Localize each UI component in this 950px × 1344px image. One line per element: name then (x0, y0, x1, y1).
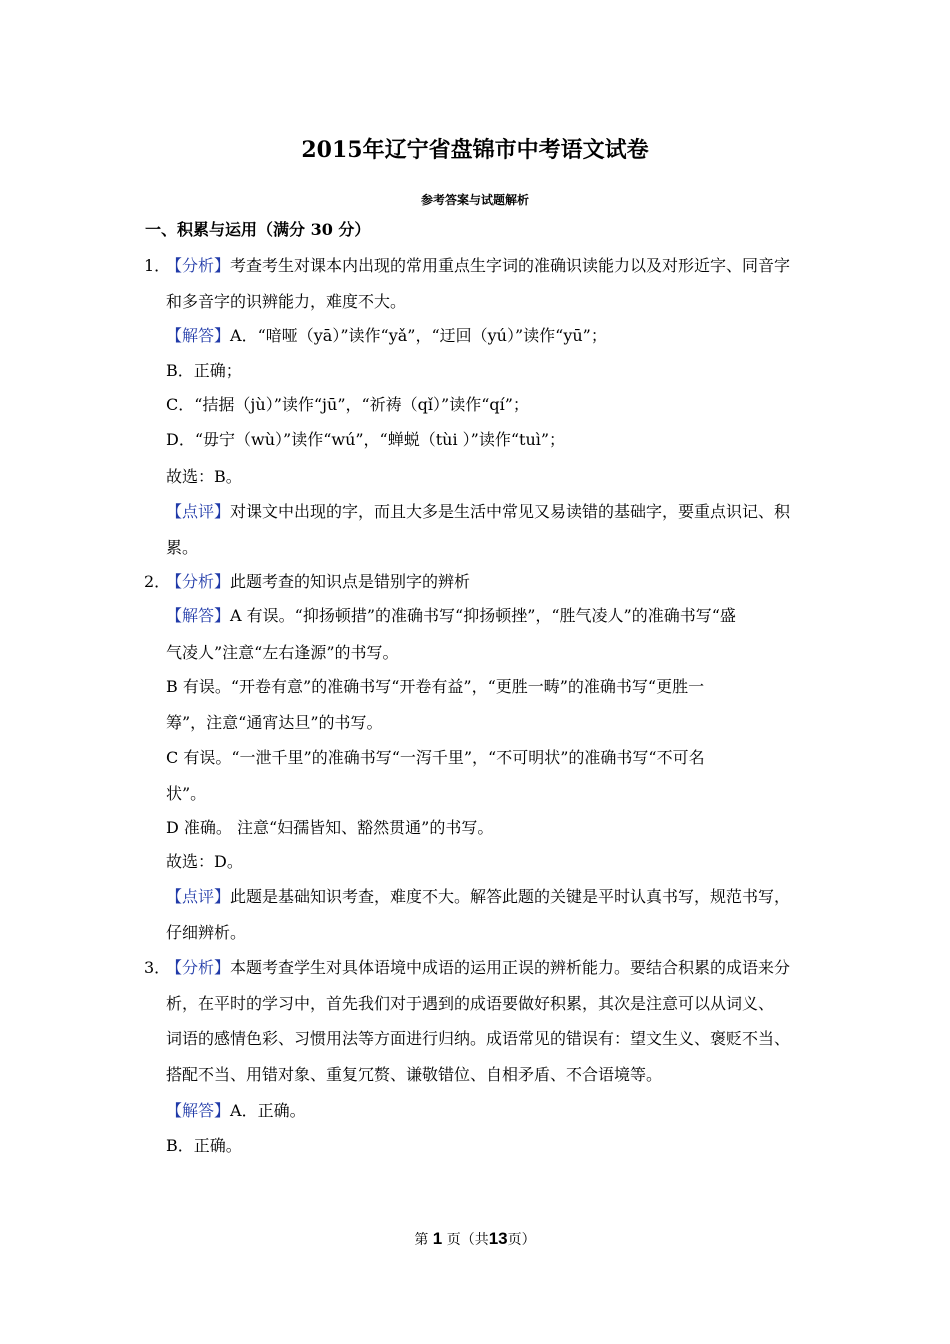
q1-comment-line-2: 累。 (166, 538, 199, 557)
question-number-3: 3． (144, 958, 171, 977)
page-subtitle: 参考答案与试题解析 (420, 193, 529, 207)
q1-analysis-line-1: 【分析】考查考生对课本内出现的常用重点生字词的准确识读能力以及对形近字、同音字 (166, 256, 791, 275)
question-number-1: 1． (144, 256, 171, 275)
q3-analysis-line-3: 词语的感情色彩、习惯用法等方面进行归纳。成语常见的错误有：望文生义、褒贬不当、 (166, 1029, 791, 1048)
page-title: 2015年辽宁省盘锦市中考语文试卷 (301, 137, 649, 163)
current-page-number: 1 (432, 1229, 443, 1248)
comment-tag: 【点评】 (166, 887, 231, 906)
page-footer: 第 1 页（共13页） (414, 1229, 536, 1248)
q2-answer-c-line-2: 状”。 (166, 784, 207, 803)
q2-choice: 故选：D。 (166, 852, 243, 871)
q2-answer-c-line-1: C 有误。“一泄千里”的准确书写“一泻千里”，“不可明状”的准确书写“不可名 (166, 748, 705, 767)
q1-choice: 故选：B。 (166, 467, 242, 486)
total-page-count: 13 (488, 1229, 508, 1248)
answer-tag: 【解答】 (166, 326, 231, 345)
section-heading: 一、积累与运用（满分 30 分） (145, 220, 371, 239)
q3-answer-a: 【解答】A．正确。 (166, 1101, 306, 1120)
q1-answer-c: C．“拮据（jù）”读作“jū”，“祈祷（qǐ）”读作“qí”； (166, 395, 529, 414)
q1-analysis-line-2: 和多音字的识辨能力，难度不大。 (166, 292, 407, 311)
q1-answer-a: 【解答】A．“喑哑（yā）”读作“yǎ”，“迂回（yú）”读作“yū”； (166, 326, 607, 345)
q2-comment-line-2: 仔细辨析。 (166, 923, 247, 942)
q3-analysis-line-4: 搭配不当、用错对象、重复冗赘、谦敬错位、自相矛盾、不合语境等。 (166, 1065, 663, 1084)
q3-analysis-line-1: 【分析】本题考查学生对具体语境中成语的运用正误的辨析能力。要结合积累的成语来分 (166, 958, 791, 977)
q3-answer-b: B．正确。 (166, 1136, 242, 1155)
q1-answer-b: B．正确； (166, 361, 242, 380)
analysis-tag: 【分析】 (166, 256, 231, 275)
q2-comment-line-1: 【点评】此题是基础知识考查，难度不大。解答此题的关键是平时认真书写，规范书写， (166, 887, 791, 906)
q3-analysis-line-2: 析，在平时的学习中，首先我们对于遇到的成语要做好积累，其次是注意可以从词义、 (166, 994, 775, 1013)
q2-answer-b-line-2: 筹”，注意“通宵达旦”的书写。 (166, 713, 383, 732)
question-number-2: 2． (144, 572, 171, 591)
q2-analysis: 【分析】此题考查的知识点是错别字的辨析 (166, 572, 471, 591)
q2-answer-a-line-1: 【解答】A 有误。“抑扬顿措”的准确书写“抑扬顿挫”，“胜气凌人”的准确书写“盛 (166, 606, 736, 625)
q1-comment-line-1: 【点评】对课文中出现的字，而且大多是生活中常见又易读错的基础字，要重点识记、积 (166, 502, 791, 521)
q2-answer-d: D 准确。 注意“妇孺皆知、豁然贯通”的书写。 (166, 818, 494, 837)
q2-answer-a-line-2: 气凌人”注意“左右逢源”的书写。 (166, 643, 399, 662)
analysis-tag: 【分析】 (166, 958, 231, 977)
answer-tag: 【解答】 (166, 606, 231, 625)
analysis-tag: 【分析】 (166, 572, 231, 591)
answer-tag: 【解答】 (166, 1101, 231, 1120)
comment-tag: 【点评】 (166, 502, 231, 521)
q2-answer-b-line-1: B 有误。“开卷有意”的准确书写“开卷有益”，“更胜一畴”的准确书写“更胜一 (166, 677, 705, 696)
q1-answer-d: D．“毋宁（wù）”读作“wú”，“蝉蜕（tùi ）”读作“tuì”； (166, 430, 566, 449)
